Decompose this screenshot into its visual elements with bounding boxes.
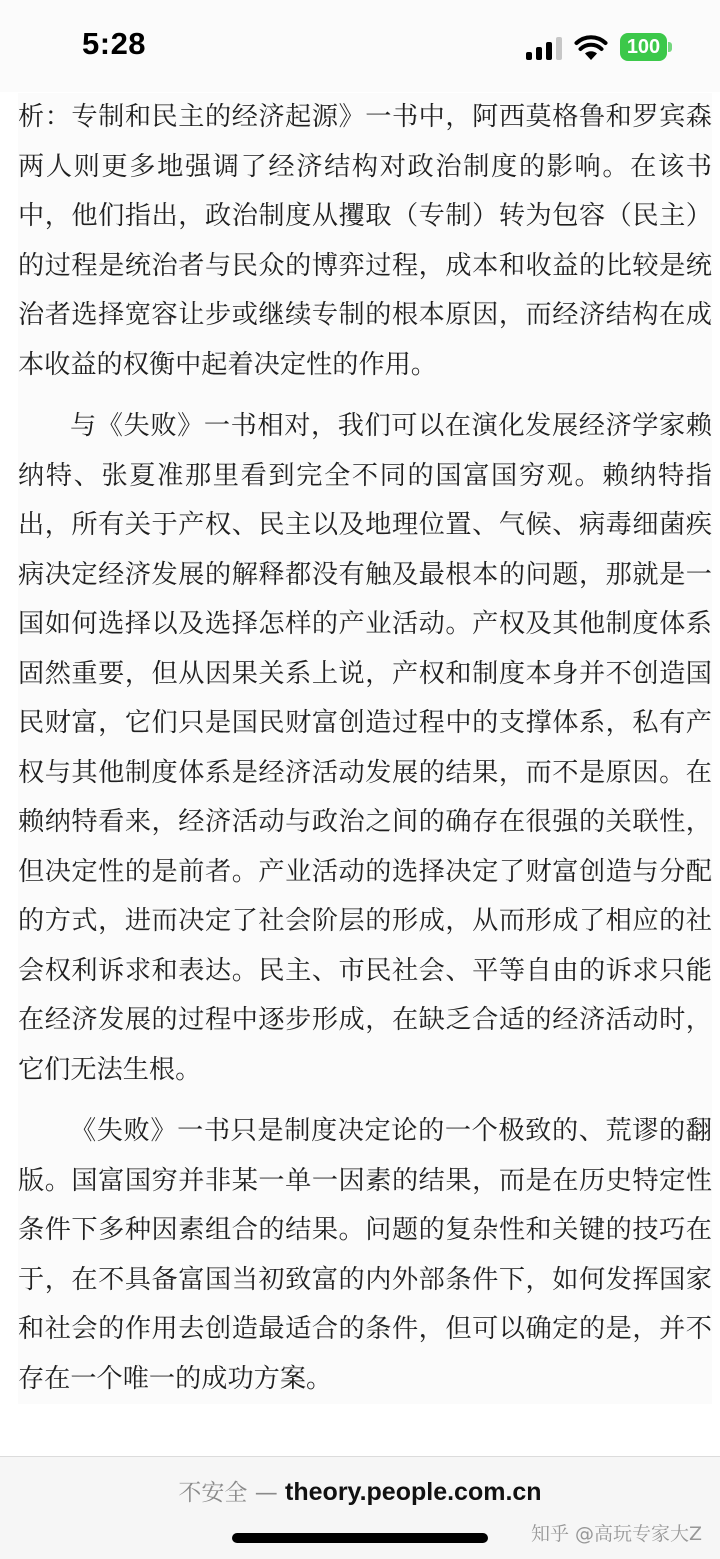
wifi-icon [574, 33, 608, 61]
status-bar [0, 0, 720, 92]
security-warning-label: 不安全 — [178, 1480, 286, 1506]
battery-percent: 100 [626, 36, 661, 58]
battery-icon [620, 33, 672, 61]
signal-bar-2 [536, 47, 542, 60]
zhihu-watermark: 知乎 @高玩专家大Z [530, 1523, 702, 1545]
battery-cap [668, 42, 672, 52]
article-paragraph: 《失败》一书只是制度决定论的一个极致的、荒谬的翻版。国富国穷并非某一单一因素的结果，而是在历史特定性条件下多种因素组合的结果。问题的复杂性和关键的技巧在于，在不具备富国当初致富的内外部条件下，如何发挥国家和社会的作用去创造最适合的条件，但可以确定的是，并不存在一个唯一的成功方案。 [18, 1116, 712, 1394]
article-paragraph: 与《失败》一书相对，我们可以在演化发展经济学家赖纳特、张夏准那里看到完全不同的国富国穷观。赖纳特指出，所有关于产权、民主以及地理位置、气候、病毒细菌疾病决定经济发展的解释都没有触及最根本的问题，那就是一国如何选择以及选择怎样的产业活动。产权及其他制度体系固然重要，但从因果关系上说，产权和制度本身并不创造国民财富，它们只是国民财富创造过程中的支撑体系，私有产权与其他制度体系是经济活动发展的结果，而不是原因。在赖纳特看来，经济活动与政治之间的确存在很强的关联性，但决定性的是前者。产业活动的选择决定了财富创造与分配的方式，进而决定了社会阶层的形成，从而形成了相应的社会权利诉求和表达。民主、市民社会、平等自由的诉求只能在经济发展的过程中逐步形成，在缺乏合适的经济活动时，它们无法生根。 [18, 411, 712, 1085]
signal-icon [526, 36, 564, 60]
article-paragraph: 析：专制和民主的经济起源》一书中，阿西莫格鲁和罗宾森两人则更多地强调了经济结构对政治制度的影响。在该书中，他们指出，政治制度从攫取（专制）转为包容（民主）的过程是统治者与民众的博弈过程，成本和收益的比较是统治者选择宽容让步或继续专制的根本原因，而经济结构在成本收益的权衡中起着决定性的作用。 [18, 102, 712, 380]
article-body [18, 93, 712, 1404]
signal-bar-1 [526, 52, 532, 60]
url-domain[interactable]: theory.people.com.cn [285, 1478, 542, 1506]
browser-bottom-bar[interactable] [0, 1456, 720, 1559]
status-time: 5:28 [82, 26, 147, 61]
signal-bar-3 [546, 42, 552, 60]
signal-bar-4 [556, 37, 562, 60]
address-bar[interactable] [0, 1475, 720, 1510]
home-indicator[interactable] [232, 1533, 488, 1543]
